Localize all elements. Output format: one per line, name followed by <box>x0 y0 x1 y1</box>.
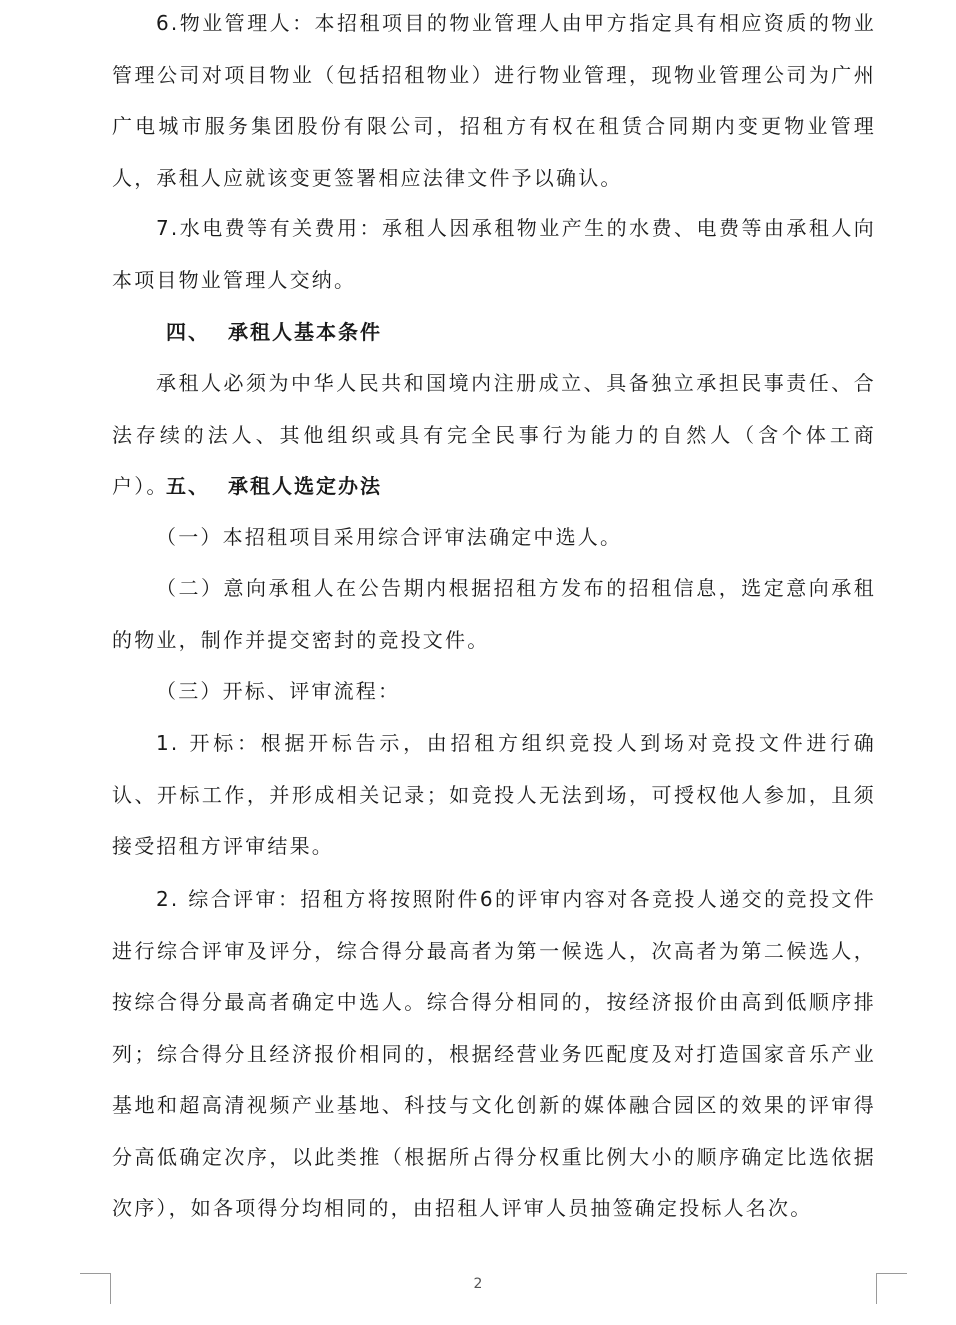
paragraph-method-3: （三）开标、评审流程： <box>156 679 401 703</box>
paragraph-utility-fees: 7.水电费等有关费用：承租人因承租物业产生的水费、电费等由承租人向本项目物业管理人交纳。 <box>112 216 876 292</box>
paragraph-property-manager: 6.物业管理人：本招租项目的物业管理人由甲方指定具有相应资质的物业管理公司对项目物业（包括招租物业）进行物业管理，现物业管理公司为广州广电城市服务集团股份有限公司，招租方有权在租赁合同期内变更物业管理人，承租人应就该变更签署相应法律文件予以确认。 <box>112 11 876 190</box>
paragraph-tenant-conditions: 承租人必须为中华人民共和国境内注册成立、具备独立承担民事责任、合法存续的法人、其他组织或具有完全民事行为能力的自然人（含个体工商户）。 <box>112 371 876 498</box>
section-heading-4 <box>166 318 382 346</box>
section-title: 承租人基本条件 <box>228 320 382 344</box>
paragraph-bid-opening: 1. 开标：根据开标告示，由招租方组织竞投人到场对竞投文件进行确认、开标工作，并形成相关记录；如竞投人无法到场，可授权他人参加，且须接受招租方评审结果。 <box>112 731 876 858</box>
section-number: 五、 <box>166 474 210 498</box>
section-number: 四、 <box>166 320 210 344</box>
paragraph-method-2: （二）意向承租人在公告期内根据招租方发布的招租信息，选定意向承租的物业，制作并提交密封的竞投文件。 <box>112 576 876 652</box>
page-number: 2 <box>473 1276 483 1292</box>
paragraph-comprehensive-review: 2. 综合评审：招租方将按照附件6的评审内容对各竞投人递交的竞投文件进行综合评审及评分，综合得分最高者为第一候选人，次高者为第二候选人，按综合得分最高者确定中选人。综合得分相同的，按经济报价由高到低顺序排列；综合得分且经济报价相同的，根据经营业务匹配度及对打造国家音乐产业基地和超高清视频产业基地、科技与文化创新的媒体融合园区的效果的评审得分高低确定次序，以此类推（根据所占得分权重比例大小的顺序确定比选依据次序），如各项得分均相同的，由招租人评审人员抽签确定投标人名次。 <box>112 887 876 1220</box>
paragraph-method-1: （一）本招租项目采用综合评审法确定中选人。 <box>156 525 623 549</box>
section-title: 承租人选定办法 <box>228 474 382 498</box>
section-heading-5 <box>166 472 382 500</box>
